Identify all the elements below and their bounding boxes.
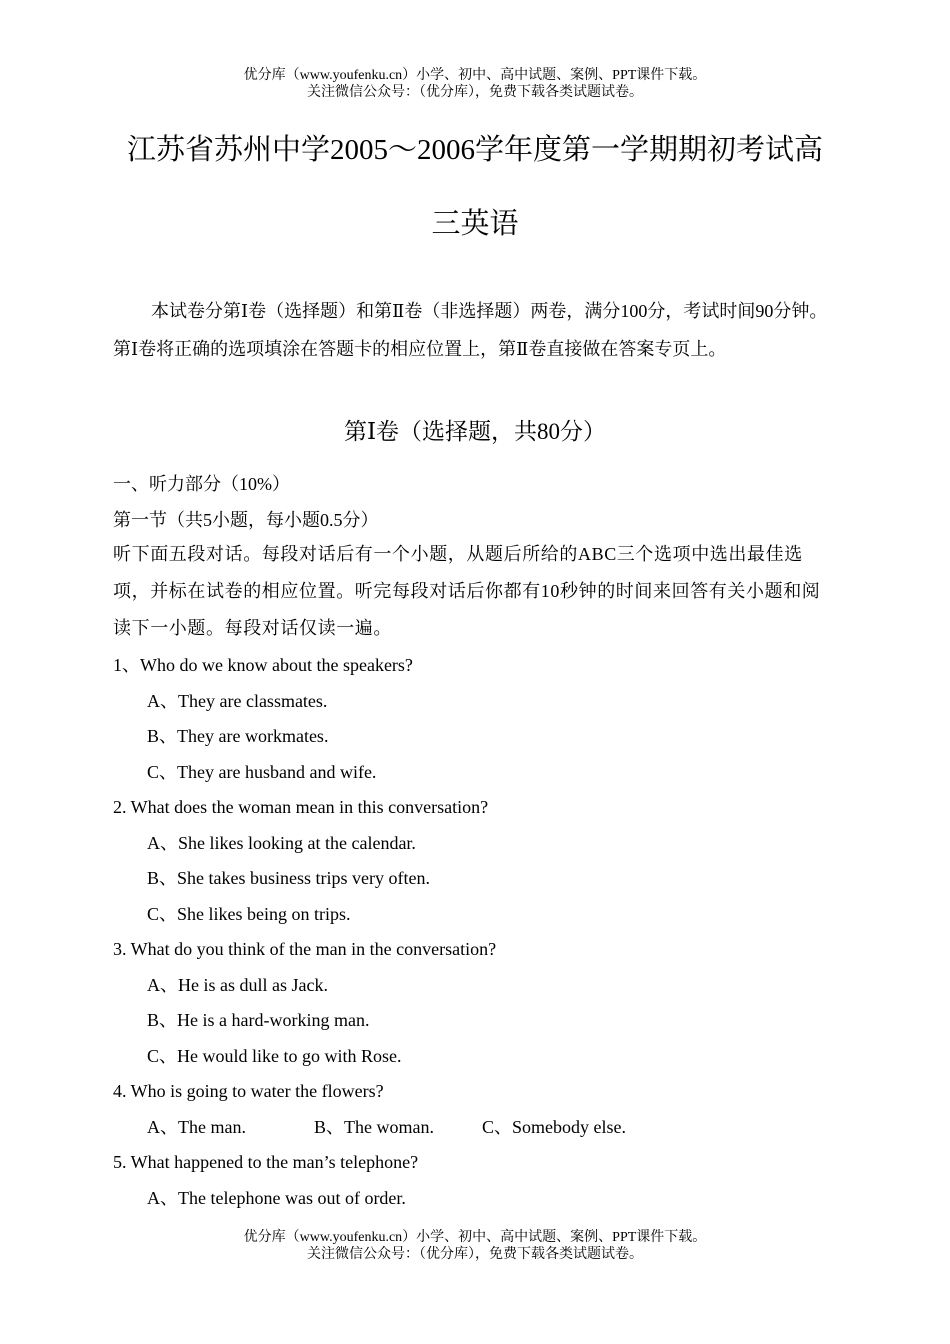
- footer-line-1: 优分库（www.youfenku.cn）小学、初中、高中试题、案例、PPT课件下载。: [243, 1230, 707, 1245]
- header-line-1: 优分库（www.youfenku.cn）小学、初中、高中试题、案例、PPT课件下载。: [243, 68, 707, 83]
- section-title: 第Ⅰ卷（选择题，共80分）: [343, 419, 607, 444]
- question-3-option-b: B、He is a hard-working man.: [147, 1010, 370, 1030]
- question-2-option-a: A、She likes looking at the calendar.: [147, 833, 416, 853]
- listening-instructions: 听下面五段对话。每段对话后有一个小题，从题后所给的ABC三个选项中选出最佳选项，并标在试卷的相应位置。听完每段对话后你都有10秒钟的时间来回答有关小题和阅读下一小题。每段对话仅读一遍。: [113, 544, 821, 638]
- page-footer: [0, 1229, 950, 1263]
- footer-line-2: 关注微信公众号：（优分库），免费下载各类试题试卷。: [307, 1247, 643, 1262]
- part-heading: 一、听力部分（10%）: [113, 474, 290, 494]
- header-line-2: 关注微信公众号：（优分库），免费下载各类试题试卷。: [307, 85, 643, 100]
- question-4-option-b: B、The woman.: [314, 1117, 434, 1137]
- question-5-option-a: A、The telephone was out of order.: [147, 1188, 406, 1208]
- question-2-option-c: C、She likes being on trips.: [147, 904, 351, 924]
- question-4-option-a: A、The man.: [147, 1117, 246, 1137]
- question-2-stem: 2. What does the woman mean in this conversation?: [113, 797, 489, 817]
- subpart-heading: 第一节（共5小题，每小题0.5分）: [113, 510, 379, 530]
- question-1-stem: 1、Who do we know about the speakers?: [113, 655, 413, 675]
- question-4-option-c: C、Somebody else.: [482, 1117, 626, 1137]
- question-3-option-c: C、He would like to go with Rose.: [147, 1046, 402, 1066]
- question-5-stem: 5. What happened to the man’s telephone?: [113, 1152, 419, 1172]
- exam-title-line-2: 三英语: [431, 208, 519, 240]
- question-3-option-a: A、He is as dull as Jack.: [147, 975, 328, 995]
- page-header: [0, 67, 950, 101]
- exam-intro: 本试卷分第Ⅰ卷（选择题）和第Ⅱ卷（非选择题）两卷，满分100分，考试时间90分钟。第Ⅰ卷将正确的选项填涂在答题卡的相应位置上，第Ⅱ卷直接做在答案专页上。: [113, 301, 828, 359]
- exam-title-line-1: 江苏省苏州中学2005～2006学年度第一学期期初考试高: [126, 134, 823, 166]
- question-1-option-a: A、They are classmates.: [147, 691, 328, 711]
- question-3-stem: 3. What do you think of the man in the conversation?: [113, 939, 497, 959]
- question-4-stem: 4. Who is going to water the flowers?: [113, 1081, 384, 1101]
- question-2-option-b: B、She takes business trips very often.: [147, 868, 430, 888]
- question-1-option-c: C、They are husband and wife.: [147, 762, 377, 782]
- question-1-option-b: B、They are workmates.: [147, 726, 329, 746]
